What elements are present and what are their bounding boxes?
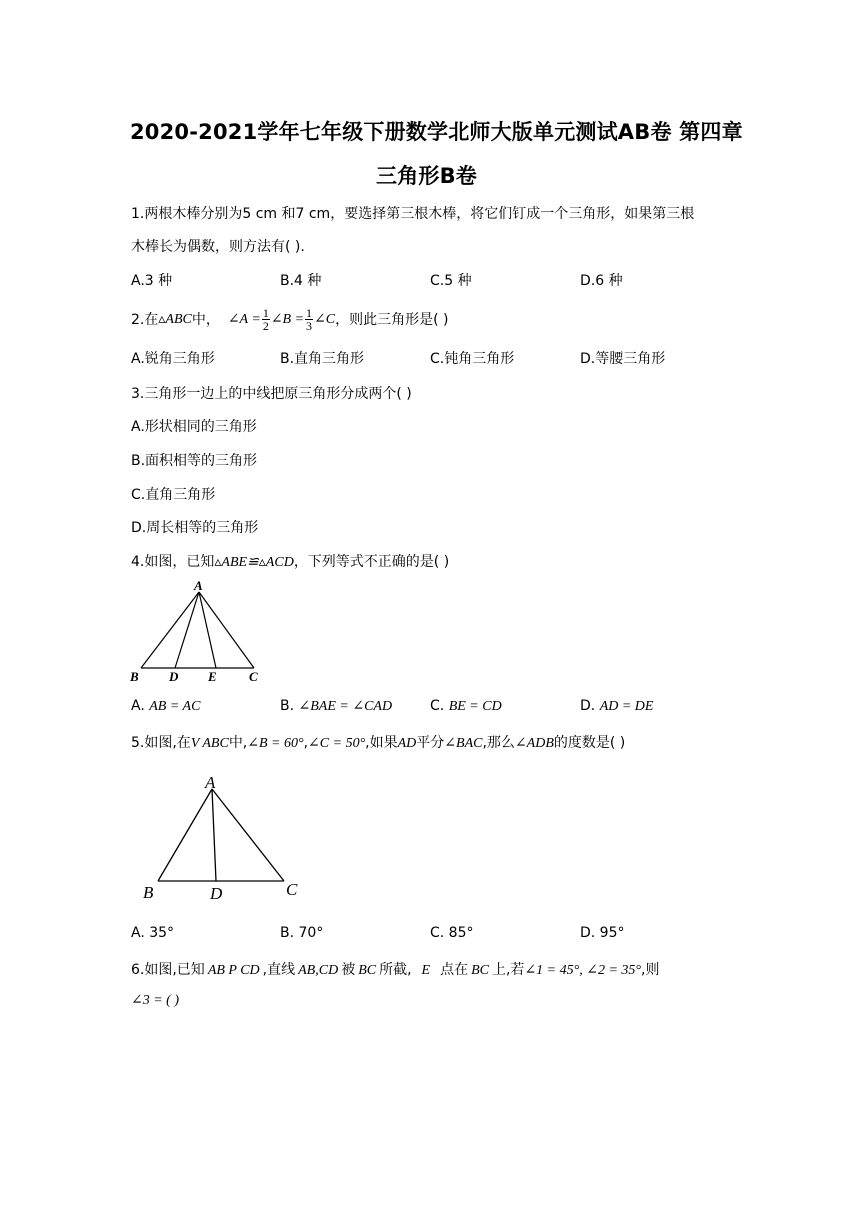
question-5-figure — [135, 770, 310, 905]
question-4-option-b: B. ∠BAE = ∠CAD — [280, 698, 393, 714]
question-5-angle-bac: ∠BAC — [444, 736, 483, 751]
question-6-angles: ∠1 = 45°, ∠2 = 35° — [524, 963, 641, 978]
question-6-stem-line1: 6.如图,已知 AB P CD ,直线 AB,CD 被 BC 所截, E 点在 BC 上,若∠1 = 45°, ∠2 = 35°,则 — [131, 962, 660, 978]
question-5-option-b: B. 70° — [280, 925, 324, 941]
question-2-suffix: ，则此三角形是( ) — [335, 312, 449, 328]
question-5-ad: AD — [397, 736, 417, 751]
question-2-stem — [131, 301, 449, 337]
question-2-mid: 中， — [191, 312, 220, 328]
figure4-label-a: A — [194, 578, 203, 593]
figure5-label-c: C — [286, 880, 298, 899]
question-4-stem — [131, 551, 449, 571]
question-1-stem-line2: 木棒长为偶数，则方法有( ). — [131, 239, 305, 255]
question-3-option-c: C.直角三角形 — [131, 487, 216, 503]
question-2-angle-b: ∠B = — [270, 311, 305, 327]
question-3-option-b: B.面积相等的三角形 — [131, 453, 258, 469]
figure5-segment-ad — [212, 789, 216, 881]
question-6-lines: AB,CD — [298, 963, 339, 978]
question-1-option-a: A.3 种 — [131, 273, 173, 289]
question-5-option-d: D. 95° — [580, 925, 625, 941]
question-4-suffix: ，下列等式不正确的是( ) — [293, 554, 450, 570]
question-2-option-d: D.等腰三角形 — [580, 351, 666, 367]
question-1-option-c: C.5 种 — [430, 273, 472, 289]
question-5-angle-adb: ∠ADB — [514, 736, 554, 751]
figure5-side-ab — [158, 789, 212, 881]
question-5-triangle: V ABC — [190, 736, 229, 751]
page-title-line2: 三角形B卷 — [376, 164, 478, 188]
question-5-option-c: C. 85° — [430, 925, 474, 941]
figure5-label-d: D — [210, 884, 223, 903]
question-3-option-d: D.周长相等的三角形 — [131, 520, 259, 536]
question-2-triangle: ▵ABC — [158, 311, 192, 327]
question-1-option-d: D.6 种 — [580, 273, 623, 289]
question-6-stem-line2: ∠3 = ( ) — [131, 993, 180, 1008]
question-4-prefix: 4.如图，已知 — [131, 554, 215, 570]
question-6-bc: BC — [358, 963, 377, 978]
question-2-angle-a: ∠A = — [227, 311, 261, 327]
question-4-option-d: D. AD = DE — [580, 698, 654, 714]
question-1-stem-line1: 1.两根木棒分别为5 cm 和7 cm，要选择第三根木棒，将它们钉成一个三角形，如果第三根 — [131, 206, 695, 222]
question-2-angle-c: ∠C — [314, 311, 336, 327]
figure5-label-a: A — [205, 773, 216, 792]
figure4-side-ab — [141, 592, 199, 668]
question-2-prefix: 2.在 — [131, 312, 159, 328]
question-6-bc-2: BC — [471, 963, 489, 978]
question-4-congruence: ▵ABE≌▵ACD — [214, 555, 294, 570]
question-6-parallel: AB P CD — [207, 963, 260, 978]
figure4-label-b: B — [130, 669, 139, 684]
question-5-angle-c: ∠C = 50° — [308, 736, 366, 751]
question-4-option-a: A. AB = AC — [131, 698, 201, 714]
question-2-option-c: C.钝角三角形 — [430, 351, 515, 367]
question-2-fraction-third: $\frac{1}{3}$ — [306, 305, 313, 333]
question-2-option-a: A.锐角三角形 — [131, 351, 215, 367]
figure4-label-d: D — [169, 669, 179, 684]
question-2-fraction-half: $\frac{1}{2}$ — [262, 305, 269, 333]
figure4-label-c: C — [249, 669, 258, 684]
figure5-label-b: B — [143, 883, 154, 902]
figure4-label-e: E — [208, 669, 217, 684]
question-3-option-a: A.形状相同的三角形 — [131, 419, 257, 435]
figure5-side-ac — [212, 789, 284, 881]
question-4-option-c: C. BE = CD — [430, 698, 502, 714]
question-4-figure — [128, 576, 268, 686]
figure4-segment-ad — [175, 592, 199, 668]
question-2-option-b: B.直角三角形 — [280, 351, 365, 367]
question-5-option-a: A. 35° — [131, 925, 175, 941]
question-1-option-b: B.4 种 — [280, 273, 322, 289]
question-6-point-e: E — [421, 963, 431, 978]
question-5-stem: 5.如图,在V ABC中,∠B = 60°,∠C = 50°,如果AD平分∠BAC,那么∠ADB的度数是( ) — [131, 735, 626, 751]
question-5-angle-b: ∠B = 60° — [247, 736, 304, 751]
page-title-line1: 2020-2021学年七年级下册数学北师大版单元测试AB卷 第四章 — [130, 120, 743, 144]
question-3-stem: 3.三角形一边上的中线把原三角形分成两个( ) — [131, 386, 412, 402]
